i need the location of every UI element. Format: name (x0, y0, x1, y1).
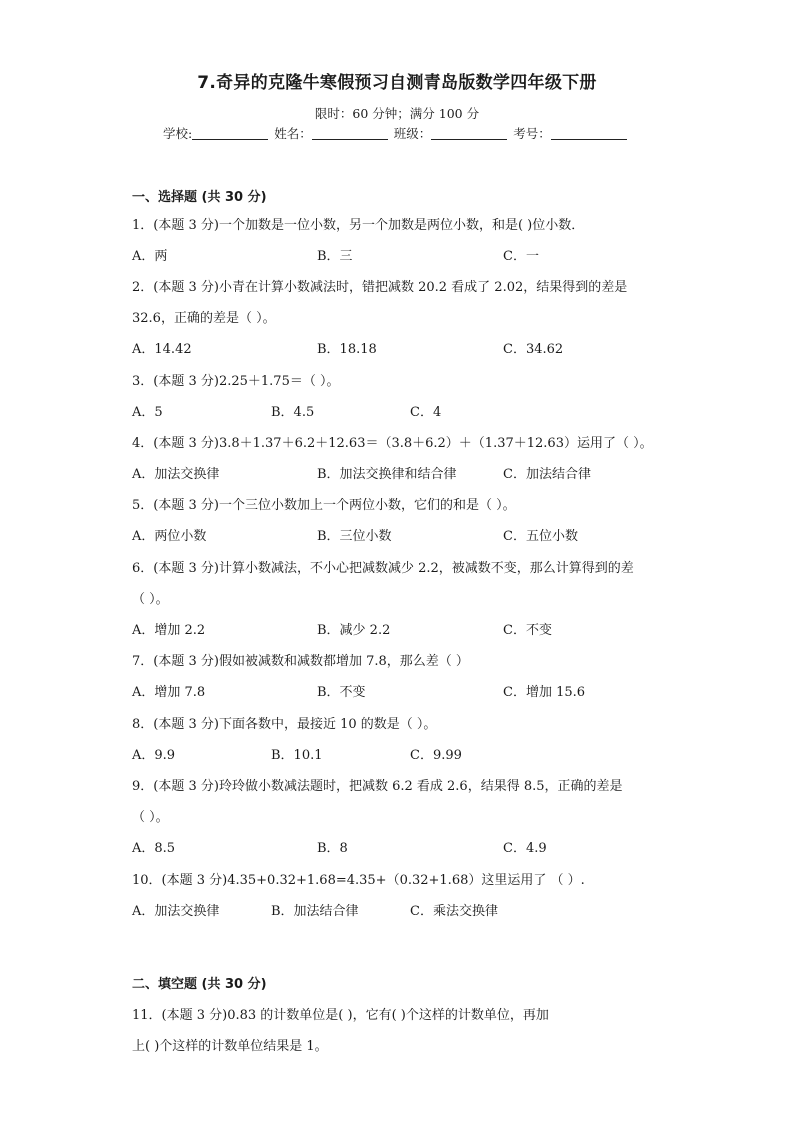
option-b: B．8 (317, 841, 348, 856)
option-b: B．三 (317, 249, 353, 264)
question-3: 3．(本题 3 分)2.25＋1.75＝（ ）。 (132, 374, 340, 389)
option-c: C．增加 15.6 (503, 685, 586, 700)
option-c: C．4 (410, 405, 442, 420)
option-c: C．4.9 (503, 841, 547, 856)
option-a: A．加法交换律 (132, 467, 220, 482)
section-choice-heading: 一、选择题 (共 30 分) (132, 190, 267, 205)
option-b: B．加法结合律 (271, 904, 359, 919)
question-2-line-1: 2．(本题 3 分)小青在计算小数减法时，错把减数 20.2 看成了 2.02，结果得到的差是 (132, 280, 628, 295)
section-fill-heading: 二、填空题 (共 30 分) (132, 977, 267, 992)
option-a: A．增加 2.2 (132, 623, 206, 638)
class-blank (431, 126, 507, 140)
question-2-line-2: 32.6，正确的差是（ ）。 (132, 311, 276, 326)
question-2-options (132, 338, 732, 356)
question-9-line-2: （ ）。 (132, 810, 169, 825)
option-a: A．14.42 (132, 342, 192, 357)
class-label: 班级： (393, 126, 432, 141)
option-b: B．不变 (317, 685, 366, 700)
option-c: C．一 (503, 249, 539, 264)
question-3-options (132, 401, 732, 419)
school-blank (192, 126, 268, 140)
time-limit-subtitle: 限时：60 分钟；满分 100 分 (314, 106, 480, 121)
question-9-options (132, 837, 732, 855)
option-b: B．18.18 (317, 342, 377, 357)
question-7-options (132, 681, 732, 699)
option-b: B．4.5 (271, 405, 315, 420)
option-a: A．两位小数 (132, 529, 207, 544)
question-10-options (132, 900, 732, 918)
question-11-line-2: 上( )个这样的计数单位结果是 1。 (132, 1039, 328, 1054)
exam-number-blank (551, 126, 627, 140)
school-label: 学校: (163, 126, 193, 141)
question-1: 1．(本题 3 分)一个加数是一位小数，另一个加数是两位小数，和是( )位小数． (132, 218, 585, 233)
option-c: C．9.99 (410, 748, 462, 763)
option-a: A．8.5 (132, 841, 176, 856)
question-6-line-1: 6．(本题 3 分)计算小数减法，不小心把减数减少 2.2，被减数不变，那么计算得到的差 (132, 561, 634, 576)
page-title: 7.奇异的克隆牛寒假预习自测青岛版数学四年级下册 (197, 73, 597, 93)
question-10: 10．(本题 3 分)4.35+0.32+1.68=4.35+（0.32+1.68）这里运用了 （ ）. (132, 873, 585, 888)
option-a: A．9.9 (132, 748, 176, 763)
option-b: B．10.1 (271, 748, 323, 763)
option-a: A．两 (132, 249, 168, 264)
question-4: 4．(本题 3 分)3.8＋1.37＋6.2＋12.63＝（3.8＋6.2）＋（1.37＋12.63）运用了（ ）。 (132, 436, 653, 451)
option-c: C．34.62 (503, 342, 564, 357)
name-blank (312, 126, 388, 140)
option-c: C．乘法交换律 (410, 904, 498, 919)
option-a: A．增加 7.8 (132, 685, 206, 700)
name-label: 姓名： (274, 126, 312, 141)
question-5: 5．(本题 3 分)一个三位小数加上一个两位小数，它们的和是（ ）。 (132, 498, 516, 513)
question-6-line-2: （ ）。 (132, 592, 169, 607)
option-b: B．加法交换律和结合律 (317, 467, 457, 482)
question-5-options (132, 525, 732, 543)
question-9-line-1: 9．(本题 3 分)玲玲做小数减法题时，把减数 6.2 看成 2.6，结果得 8.5，正确的差是 (132, 779, 623, 794)
question-1-options (132, 245, 732, 263)
option-b: B．三位小数 (317, 529, 392, 544)
option-a: A．5 (132, 405, 163, 420)
question-6-options (132, 619, 732, 637)
question-8-options (132, 744, 732, 762)
question-8: 8．(本题 3 分)下面各数中，最接近 10 的数是（ ）。 (132, 717, 437, 732)
question-11-line-1: 11．(本题 3 分)0.83 的计数单位是( )，它有( )个这样的计数单位，再加 (132, 1008, 549, 1023)
option-a: A．加法交换律 (132, 904, 220, 919)
student-info-row (163, 124, 629, 142)
option-c: C．不变 (503, 623, 552, 638)
option-c: C．加法结合律 (503, 467, 591, 482)
exam-number-label: 考号： (513, 126, 551, 141)
question-7: 7．(本题 3 分)假如被减数和减数都增加 7.8，那么差（ ） (132, 654, 469, 669)
option-b: B．减少 2.2 (317, 623, 391, 638)
option-c: C．五位小数 (503, 529, 578, 544)
question-4-options (132, 463, 732, 481)
